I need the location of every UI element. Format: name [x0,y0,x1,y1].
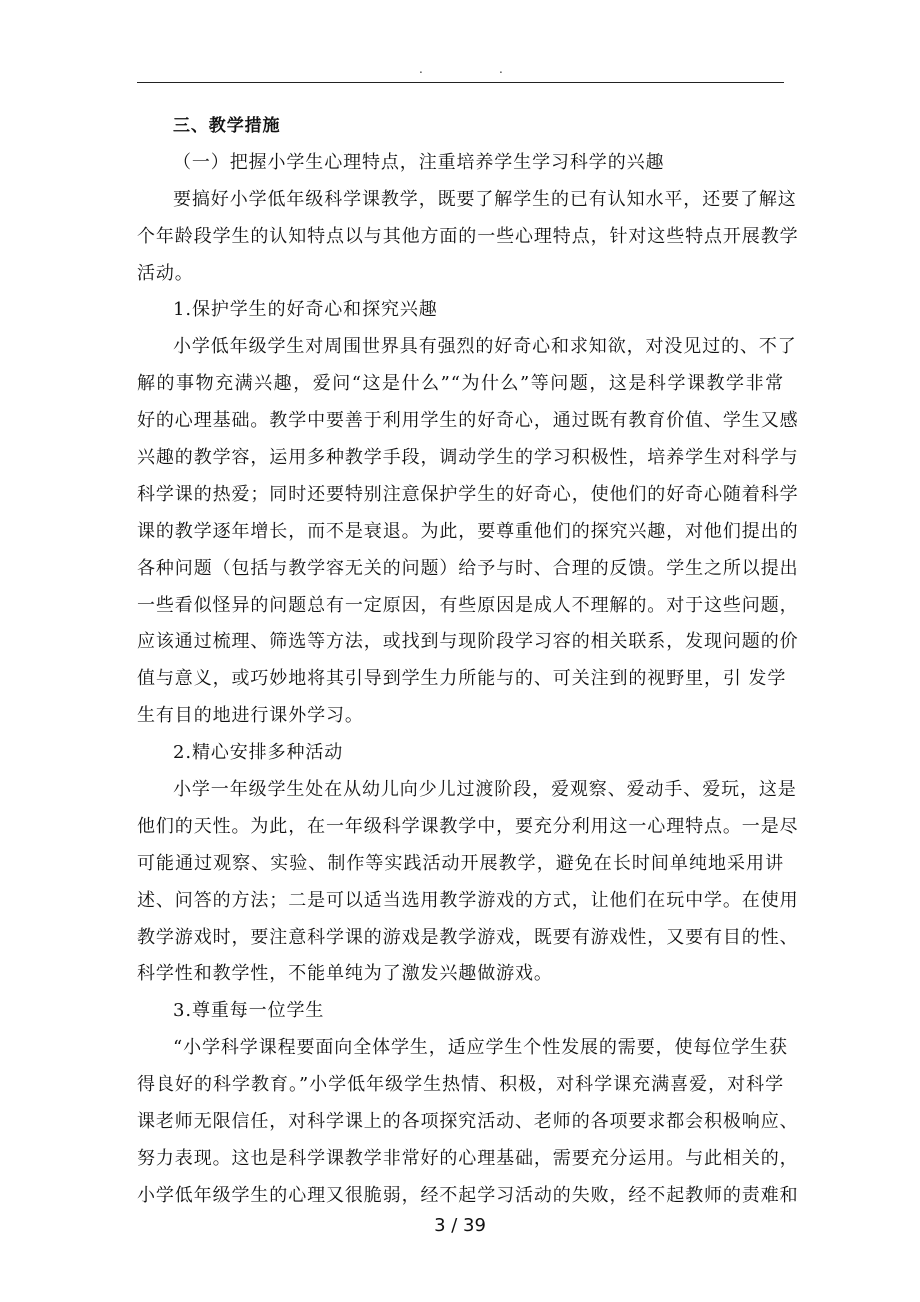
text-line: “小学科学课程要面向全体学生，适应学生个性发展的需要，使每位学生获 [173,1037,788,1059]
text-line: 好的心理基础。教学中要善于利用学生的好奇心，通过既有教育价值、学生又感 [137,410,799,432]
text-line: 值与意义，或巧妙地将其引导到学生力所能与的、可关注到的视野里，引 发学 [137,668,787,690]
heading: 2.精心安排多种活动 [173,742,344,764]
text-line: 要搞好小学低年级科学课教学，既要了解学生的已有认知水平，还要了解这 [173,188,797,210]
paragraph [137,182,799,293]
text-line: 解的事物充满兴趣，爱问“这是什么”“为什么”等问题，这是科学课教学非常 [137,373,784,395]
text-line: 科学性和教学性，不能单纯为了激发兴趣做游戏。 [137,963,553,985]
text-line: 各种问题（包括与教学容无关的问题）给予与时、合理的反馈。学生之所以提出 [137,557,799,579]
page-header [137,62,784,80]
text-line: 可能通过观察、实验、制作等实践活动开展教学，避免在长时间单纯地采用讲 [137,852,784,874]
text-line: 科学课的热爱；同时还要特别注意保护学生的好奇心，使他们的好奇心随着科学 [137,483,799,505]
header-rule [137,82,784,83]
text-line: 一些看似怪异的问题总有一定原因，有些原因是成人不理解的。对于这些问题， [137,594,799,616]
text-line: 他们的天性。为此，在一年级科学课教学中，要充分利用这一心理特点。一是尽 [137,815,799,837]
text-line: 兴趣的教学容，运用多种教学手段，调动学生的学习积极性，培养学生对科学与 [137,447,799,469]
text-line: 个年龄段学生的认知特点以与其他方面的一些心理特点，针对这些特点开展教学 [137,225,799,247]
header-dot: . [419,62,423,76]
text-line: 课老师无限信任，对科学课上的各项探究活动、老师的各项要求都会积极响应、 [137,1111,799,1133]
text-line: 应该通过梳理、筛选等方法，或找到与现阶段学习容的相关联系，发现问题的价 [137,631,799,653]
text-line: 活动。 [137,262,194,284]
text-line: 小学低年级学生对周围世界具有强烈的好奇心和求知欲，对没见过的、不了 [173,336,797,358]
text-line: 小学低年级学生的心理又很脆弱，经不起学习活动的失败，经不起教师的责难和 [137,1184,799,1206]
page-number: 3 / 39 [434,1215,486,1236]
text-line: 努力表现。这也是科学课教学非常好的心理基础，需要充分运用。与此相关的， [137,1147,799,1169]
paragraph [137,329,799,735]
heading: 3.尊重每一位学生 [173,1000,325,1022]
section-title: 三、教学措施 [173,116,281,136]
heading: 1.保护学生的好奇心和探究兴趣 [173,299,438,321]
text-line: 得良好的科学教育。”小学低年级学生热情、积极，对科学课充满喜爱，对科学 [137,1074,784,1096]
text-line: 课的教学逐年增长，而不是衰退。为此，要尊重他们的探究兴趣，对他们提出的 [137,520,799,542]
header-dot: . [499,62,503,76]
paragraph [137,772,799,993]
document-body [137,108,799,1215]
text-line: 小学一年级学生处在从幼儿向少儿过渡阶段，爱观察、爱动手、爱玩，这是 [173,779,797,801]
text-line: 生有目的地进行课外学习。 [137,705,364,727]
paragraph [137,1030,799,1214]
subsection-title: （一）把握小学生心理特点，注重培养学生学习科学的兴趣 [173,151,665,173]
text-line: 教学游戏时，要注意科学课的游戏是教学游戏，既要有游戏性，又要有目的性、 [137,926,799,948]
text-line: 述、问答的方法；二是可以适当选用教学游戏的方式，让他们在玩中学。在使用 [137,889,799,911]
